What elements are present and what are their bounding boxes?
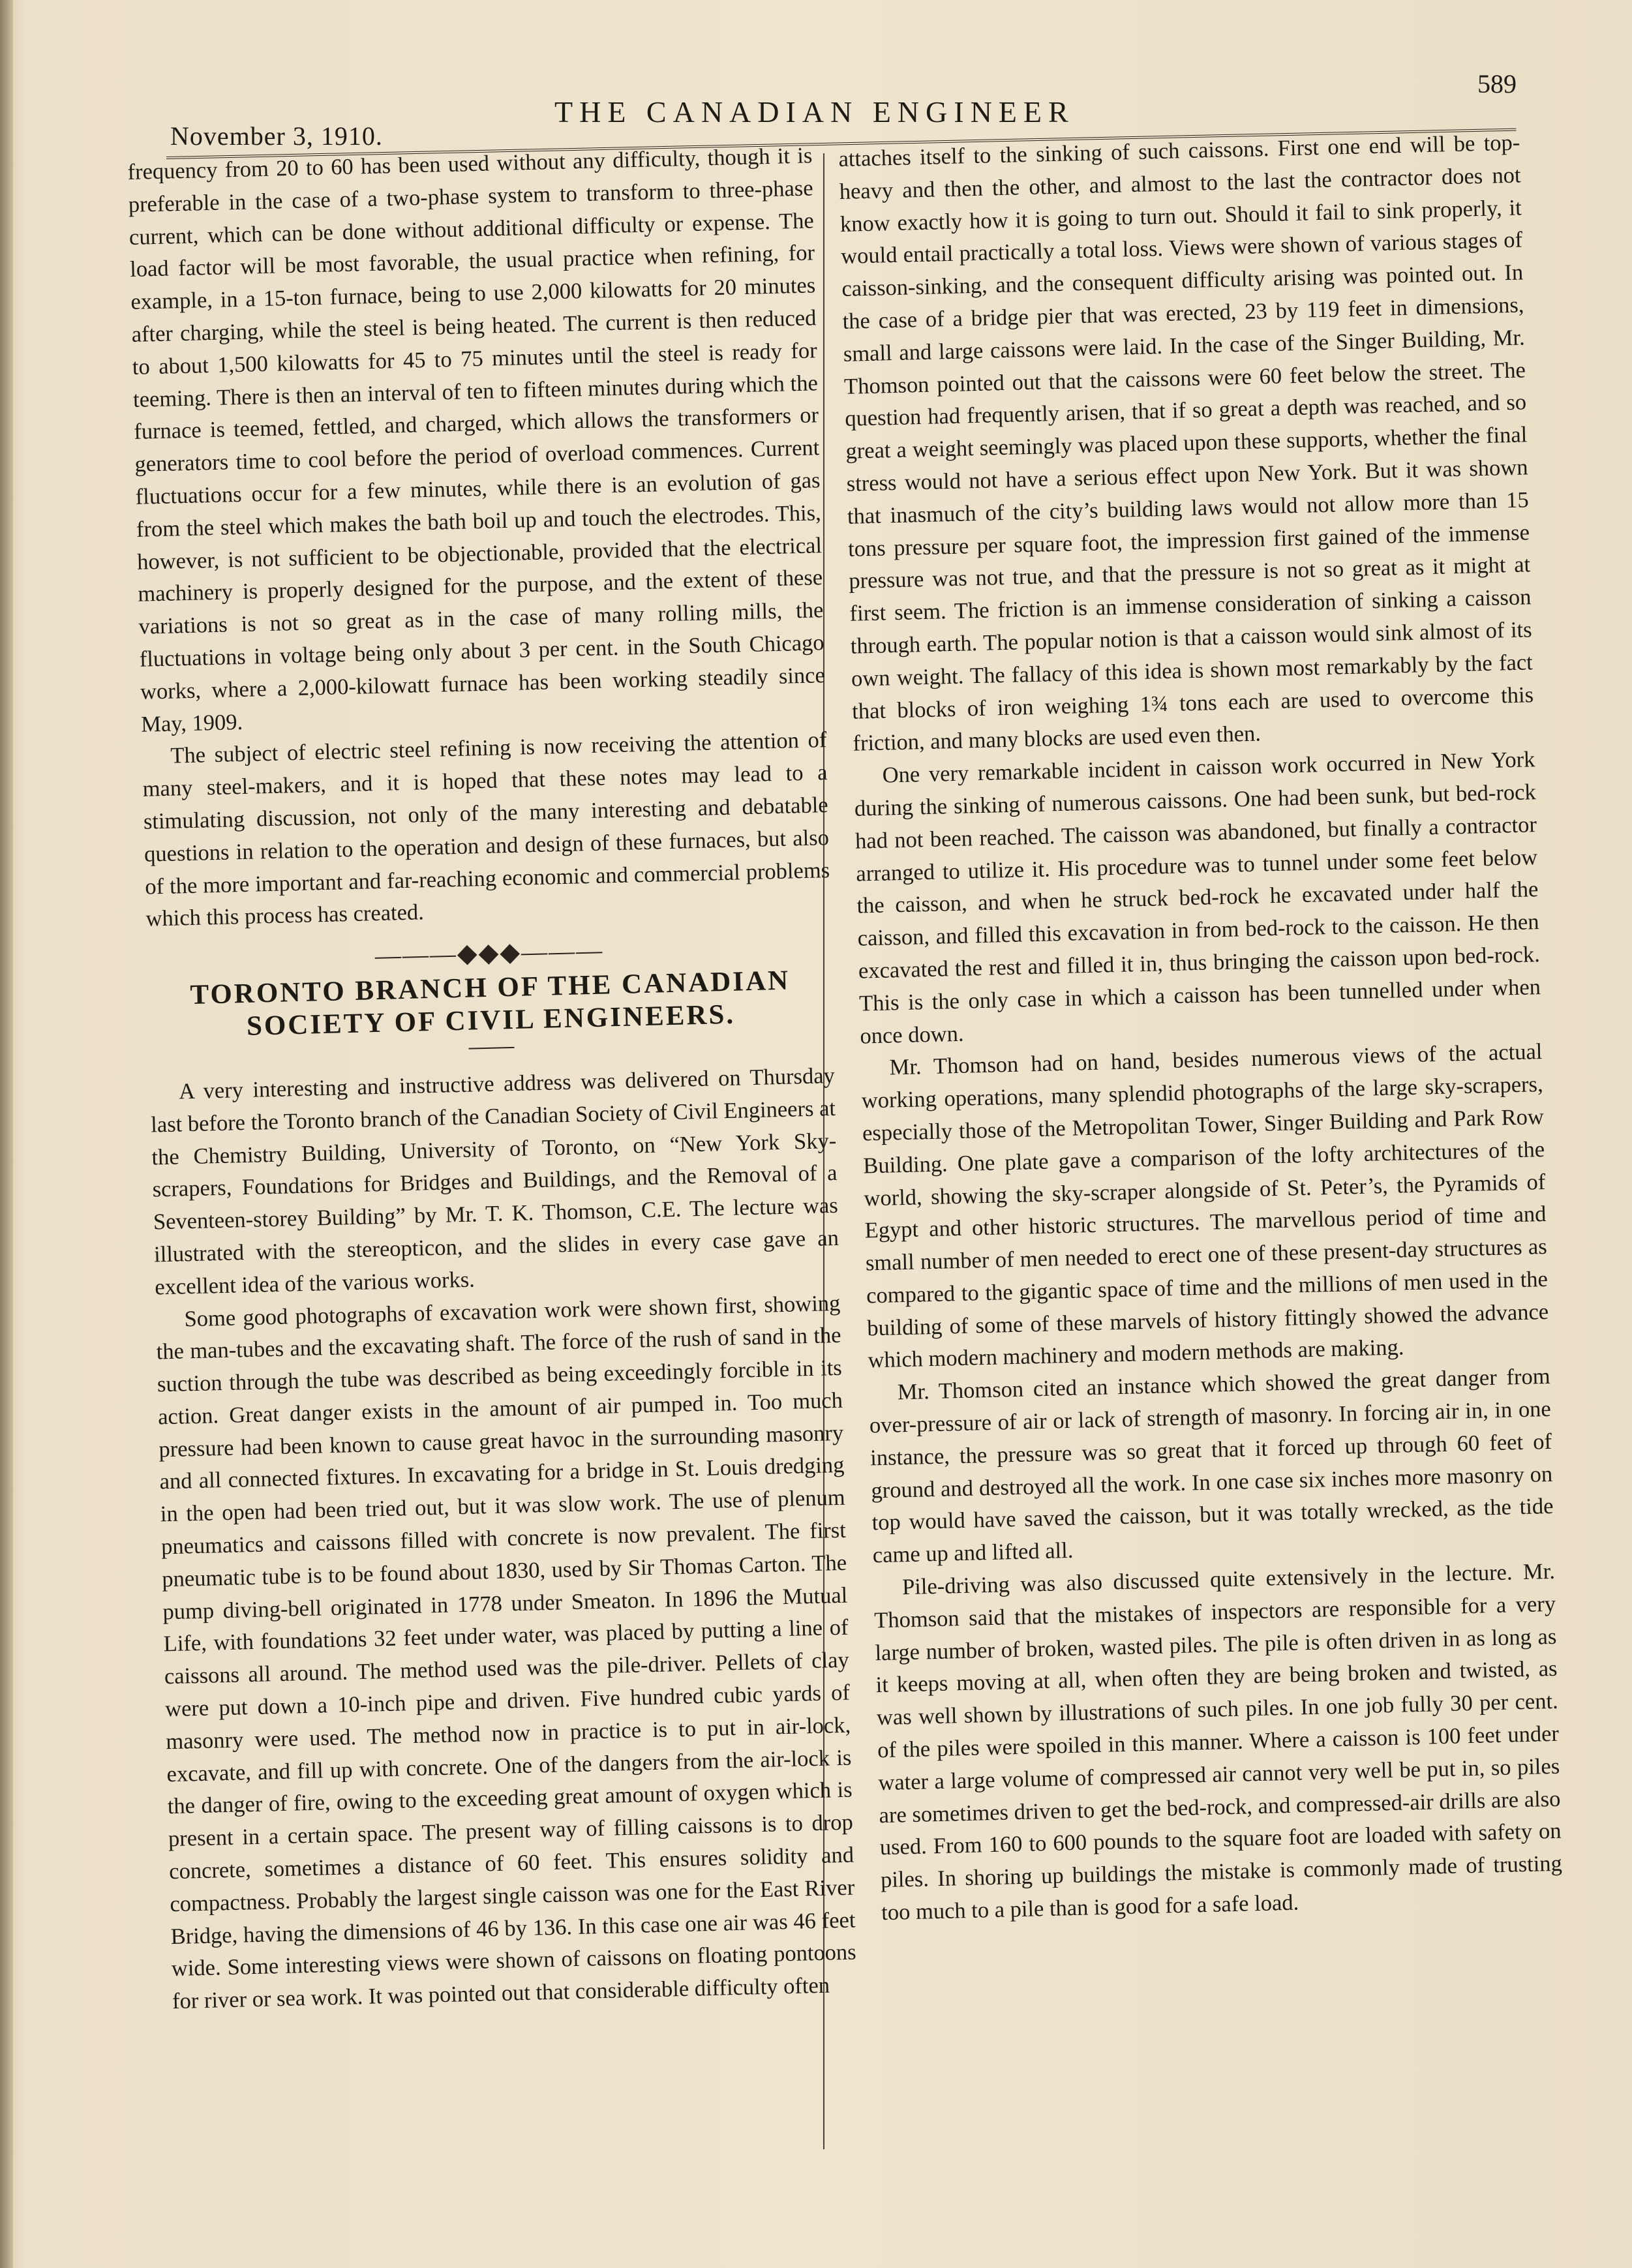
article-paragraph: A very interesting and instructive address was delivered on Thursday last before the Toronto branch of the Canadian Society of Civil Engineers at the Chemistry Building, University of Toronto, on “New York Sky-scrapers, Foundations for Bridges and Buildings, and the Removal of a Seventeen-storey Building” by Mr. T. K. Thomson, C.E. The lecture was illustrated with the stereopticon, and the slides in every case gave an excellent idea of the various works.: [150, 1063, 839, 1300]
article-paragraph: One very remarkable incident in caisson work occurred in New York during the sinking of numerous caissons. One had been sunk, but bed-rock had not been reached. The caisson was abandoned, but finally a contractor arranged to utilize it. His procedure was to tunnel under some feet below the caisson, and when he struck bed-rock he excavated under half the caisson, and filled this excavation in from bed-rock to the caisson. He then excavated the rest and filled it in, thus bringing the caisson upon bed-rock. This is the only case in which a caisson has been tunnelled under when once down.: [854, 747, 1541, 1049]
journal-title: THE CANADIAN ENGINEER: [554, 95, 1075, 129]
right-column: [838, 127, 1564, 1929]
left-paragraph: The subject of electric steel refining is now receiving the attention of many steel-makers, and it is hoped that these notes may lead to a stimulating discussion, not only of the many interesting and debatable questions in relation to the operation and design of these furnaces, but also of the more important and far-reaching economic and commercial problems which this process has created.: [142, 727, 830, 931]
article-paragraph: Mr. Thomson had on hand, besides numerous views of the actual working operations, many splendid photographs of the large sky-scrapers, especially those of the Metropolitan Tower, Singer Building and Park Row Building. One plate gave a comparison of the lofty architectures of the world, showing the sky-scraper alongside of St. Peter’s, the Pyramids of Egypt and other historic structures. The marvellous period of time and small number of men needed to erect one of these present-day structures as compared to the gigantic space of time and the millions of men used in the building of some of these marvels of history fittingly showed the advance which modern machinery and modern methods are making.: [861, 1039, 1549, 1373]
section-heading: [147, 963, 834, 1046]
section-heading-line: TORONTO BRANCH OF THE CANADIAN: [189, 965, 791, 1010]
heading-rule: [469, 1047, 515, 1050]
article-paragraph: Pile-driving was also discussed quite extensively in the lecture. Mr. Thomson said that the mistakes of inspectors are responsible for a very large number of broken, wasted piles. The pile is often driven in as long as it keeps moving at all, when often they are being broken and twisted, as was well shown by illustrations of such piles. In one job fully 30 per cent. of the piles were spoiled in this manner. Where a caisson is 100 feet under water a large volume of compressed air cannot very well be put in, so piles are sometimes driven to get the bed-rock, and compressed-air drills are also used. From 160 to 600 pounds to the square foot are loaded with safety on piles. In shoring up buildings the mistake is commonly made of trusting too much to a pile than is good for a safe load.: [873, 1558, 1563, 1926]
left-paragraph: frequency from 20 to 60 has been used without any difficulty, though it is preferable in the case of a two-phase system to transform to three-phase current, which can be done without additional difficulty or expense. The load factor will be most favorable, the usual practice when refining, for example, in a 15-ton furnace, being to use 2,000 kilowatts for 20 minutes after charging, while the steel is being heated. The current is then reduced to about 1,500 kilowatts for 45 to 75 minutes until the steel is ready for teeming. There is then an interval of ten to fifteen minutes during which the furnace is teemed, fettled, and charged, which allows the transformers or generators time to cool before the period of overload commences. Current fluctuations occur for a few minutes, while there is an evolution of gas from the steel which makes the bath boil up and touch the electrodes. This, however, is not sufficient to be objectionable, provided that the electrical machinery is properly designed for the purpose, and the extent of these variations is not so great as in the case of many rolling mills, the fluctuations in voltage being only about 3 per cent. in the South Chicago works, where a 2,000-kilowatt furnace has been working steadily since May, 1909.: [127, 143, 826, 737]
page-number: 589: [1477, 69, 1517, 98]
issue-date: November 3, 1910.: [170, 121, 383, 151]
left-column: [127, 140, 857, 2018]
section-ornament: ———◆◆◆———: [374, 935, 604, 971]
article-paragraph: Mr. Thomson cited an instance which showed the great danger from over-pressure of air or lack of strength of masonry. In forcing air in, in one instance, the pressure was so great that it forced up through 60 feet of ground and destroyed all the work. In one case six inches more masonry on top would have saved the caisson, but it was totally wrecked, as the tide came up and lifted all.: [869, 1364, 1554, 1568]
section-heading-line: SOCIETY OF CIVIL ENGINEERS.: [246, 999, 736, 1042]
article-paragraph: Some good photographs of excavation work were shown first, showing the man-tubes and the excavating shaft. The force of the rush of sand in the suction through the tube was described as being exceedingly forcible in its action. Great danger exists in the amount of air pumped in. Too much pressure had been known to cause great havoc in the surrounding masonry and all connected fixtures. In excavating for a bridge in St. Louis dredging in the open had been tried out, but it was slow work. The use of plenum pneumatics and caissons filled with concrete is now prevalent. The first pneumatic tube is to be found about 1830, used by Sir Thomas Carton. The pump diving-bell originated in 1778 under Smeaton. In 1896 the Mutual Life, with foundations 32 feet under water, was placed by putting a line of caissons all around. The method used was the pile-driver. Pellets of clay were put down a 10-inch pipe and driven. Five hundred cubic yards of masonry were used. The method now in practice is to put in air-lock, excavate, and fill up with concrete. One of the dangers from the air-lock is the danger of fire, owing to the exceeding great amount of oxygen which is present in a certain space. The present way of filling caissons is to drop concrete, sometimes a distance of 60 feet. This ensures solidity and compactness. Probably the largest single caisson was one for the East River Bridge, having the dimensions of 46 by 136. In this case one air was 46 feet wide. Some interesting views were shown of caissons on floating pontoons for river or sea work. It was pointed out that considerable difficulty often: [156, 1290, 857, 2014]
page-binding-edge: [0, 0, 13, 2268]
article-paragraph: attaches itself to the sinking of such caissons. First one end will be top-heavy and then the other, and almost to the last the contractor does not know exactly how it is going to turn out. Should it fail to sink properly, it would entail practically a total loss. Views were shown of various stages of caisson-sinking, and the consequent difficulty arising was pointed out. In the case of a bridge pier that was erected, 23 by 119 feet in dimensions, small and large caissons were laid. In the case of the Singer Building, Mr. Thomson pointed out that the caissons were 60 feet below the street. The question had frequently arisen, that if so great a depth was reached, and so great a weight seemingly was placed upon these supports, whether the final stress would not have a serious effect upon New York. But it was shown that inasmuch of the city’s building laws would not allow more than 15 tons pressure per square foot, the impression first gained of the immense pressure was not true, and that the pressure is not so great as it might at first seem. The friction is an immense consideration of sinking a caisson through earth. The popular notion is that a caisson would sink almost of its own weight. The fallacy of this idea is shown most remarkably by the fact that blocks of iron weighing 1¾ tons each are used to overcome this friction, and many blocks are used even then.: [838, 130, 1534, 757]
